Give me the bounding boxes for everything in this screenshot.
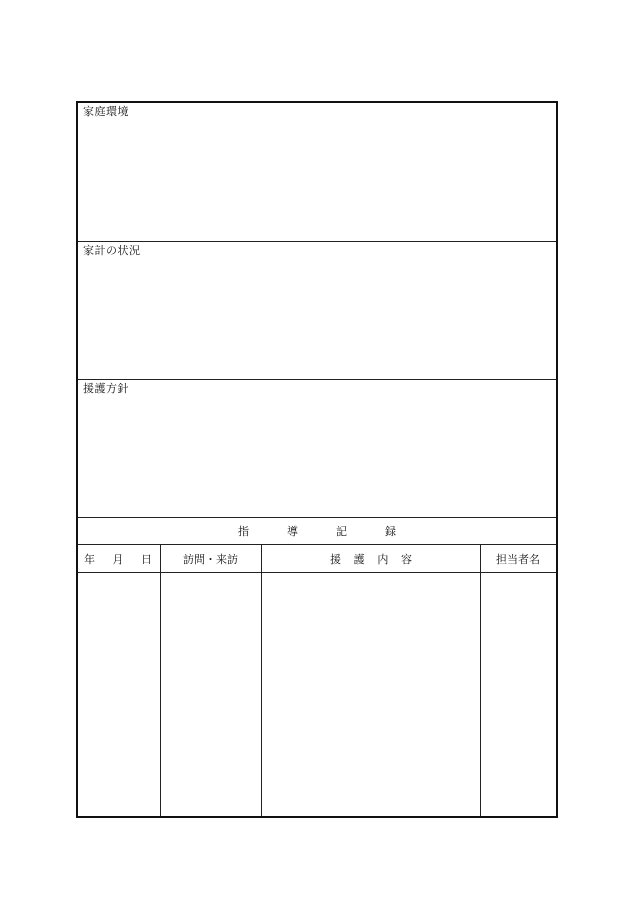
support-policy-label: 援護方針 xyxy=(83,382,129,395)
staff-column-header xyxy=(480,553,556,566)
content-char: 護 xyxy=(353,553,365,566)
support-content-column-header xyxy=(330,553,412,566)
form-sheet xyxy=(76,101,558,818)
date-column-divider xyxy=(160,545,161,816)
content-char: 援 xyxy=(330,553,341,566)
home-environment-section[interactable] xyxy=(78,103,556,242)
record-table-header xyxy=(78,545,556,573)
content-char: 容 xyxy=(400,553,412,566)
title-char: 録 xyxy=(385,525,396,538)
year-label: 年 xyxy=(84,553,95,566)
guidance-record-title xyxy=(238,525,396,538)
title-char: 指 xyxy=(238,525,249,538)
household-finances-label: 家計の状況 xyxy=(83,244,141,257)
date-column-header xyxy=(84,553,152,566)
visit-column-divider xyxy=(261,545,262,816)
day-label: 日 xyxy=(141,553,152,566)
household-finances-section[interactable] xyxy=(78,242,556,380)
visit-label: 訪問・来訪 xyxy=(183,553,238,566)
support-policy-section[interactable] xyxy=(78,380,556,518)
guidance-record-title-row xyxy=(78,518,556,545)
staff-label: 担当者名 xyxy=(496,553,540,566)
title-char: 導 xyxy=(287,525,298,538)
month-label: 月 xyxy=(112,553,124,566)
content-column-divider xyxy=(480,545,481,816)
content-char: 内 xyxy=(377,553,389,566)
title-char: 記 xyxy=(336,525,347,538)
home-environment-label: 家庭環境 xyxy=(83,105,129,118)
visit-column-header xyxy=(160,553,261,566)
